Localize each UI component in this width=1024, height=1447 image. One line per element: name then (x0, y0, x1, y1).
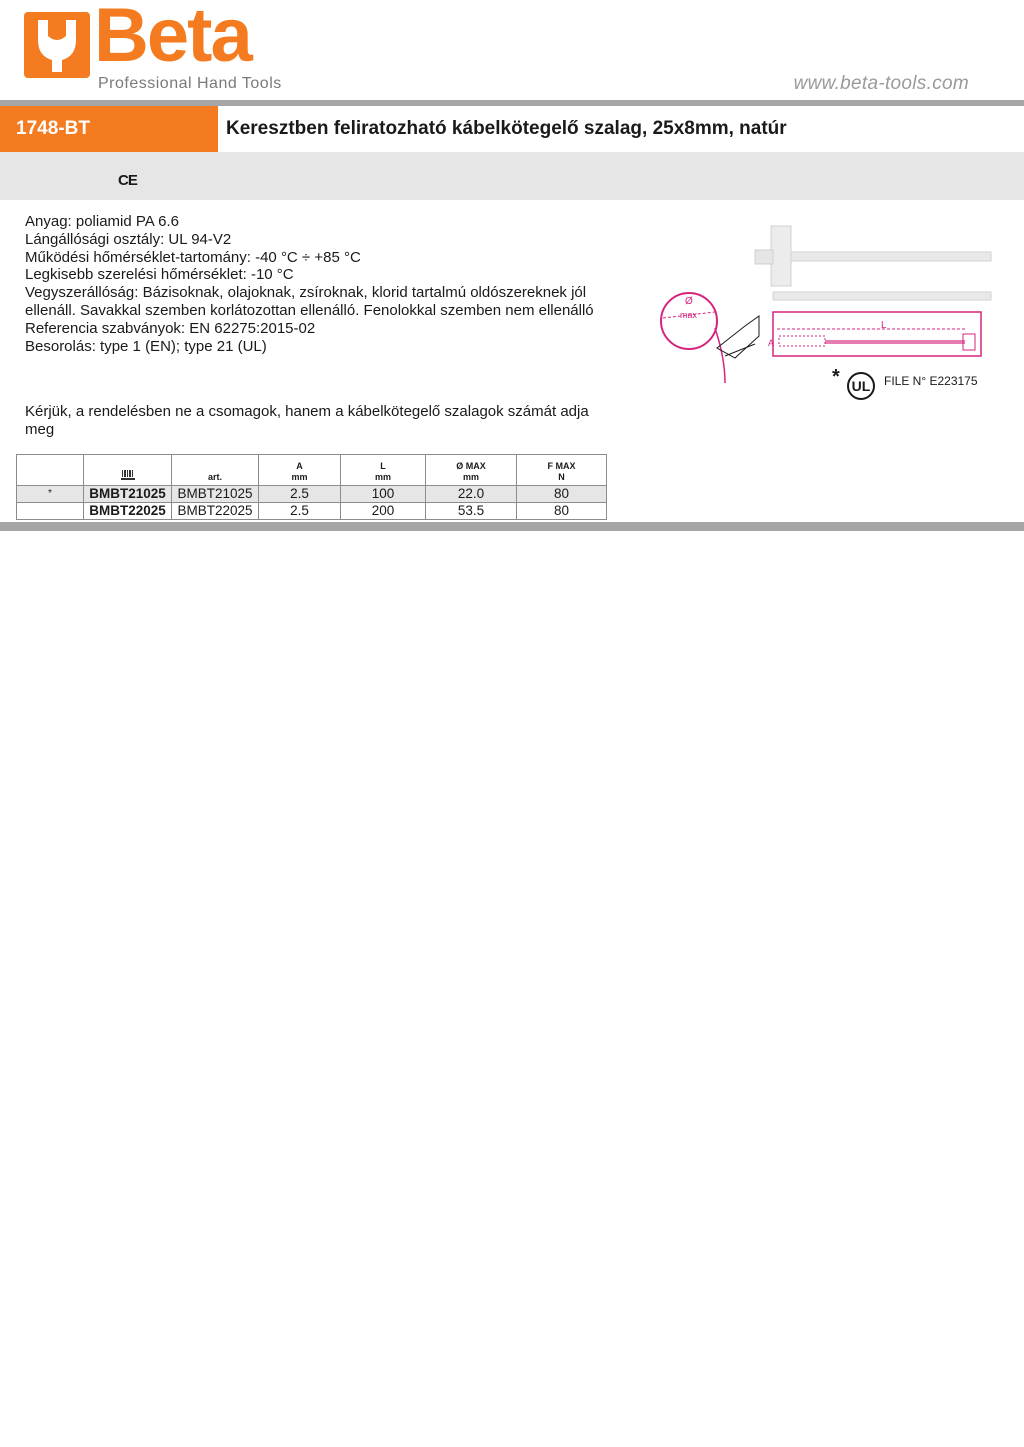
product-table (16, 454, 607, 520)
spec-flammability: Lángállósági osztály: UL 94-V2 (25, 230, 232, 248)
row-art: BMBT22025 (172, 503, 259, 520)
spec-list (25, 213, 605, 355)
header-l (341, 455, 426, 486)
ul-certification (832, 366, 992, 406)
header-dmax-label: Ø MAX (456, 461, 486, 471)
beta-logo (24, 0, 294, 96)
spec-install-temp: Legkisebb szerelési hőmérséklet: -10 °C (25, 266, 294, 284)
header-art (172, 455, 259, 486)
table-row[interactable] (17, 503, 607, 520)
header-fmax-unit: N (558, 472, 565, 482)
row-code[interactable]: BMBT22025 (84, 503, 172, 520)
spec-standards: Referencia szabványok: EN 62275:2015-02 (25, 319, 316, 337)
spec-classification: Besorolás: type 1 (EN); type 21 (UL) (25, 337, 267, 355)
wrench-logo-icon (24, 12, 90, 78)
a-label: A (768, 338, 775, 348)
table-row[interactable] (17, 486, 607, 503)
ce-mark-icon: CE (118, 172, 137, 189)
brand-name: Beta (94, 0, 251, 78)
row-l: 100 (341, 486, 426, 503)
product-title: Keresztben feliratozható kábelkötegelő szalag, 25x8mm, natúr (226, 118, 787, 139)
row-a: 2.5 (259, 486, 341, 503)
row-dmax: 22.0 (426, 486, 517, 503)
header-art-label: art. (207, 472, 222, 482)
header-dmax (426, 455, 517, 486)
header-mark (17, 455, 84, 486)
row-fmax: 80 (517, 486, 607, 503)
spec-operating-temp: Működési hőmérséklet-tartomány: -40 °C ÷ +85 °C (25, 248, 361, 266)
product-code-box (0, 106, 218, 152)
header-dmax-unit: mm (462, 472, 479, 482)
order-note: Kérjük, a rendelésben ne a csomagok, hanem a kábelkötegelő szalagok számát adja meg (25, 403, 589, 438)
header-l-label: L (380, 461, 386, 471)
dia-symbol: Ø (685, 296, 693, 307)
certification-band (0, 152, 1024, 200)
brand-tagline: Professional Hand Tools (98, 75, 282, 92)
dimension-drawing (768, 312, 981, 356)
ul-logo-icon: UL (847, 372, 875, 400)
row-art: BMBT21025 (172, 486, 259, 503)
row-fmax: 80 (517, 503, 607, 520)
row-l: 200 (341, 503, 426, 520)
barcode-icon (121, 470, 135, 480)
length-label: L (881, 320, 887, 331)
table-header-row (17, 455, 607, 486)
row-mark: * (17, 486, 84, 503)
header-a-label: A (296, 461, 303, 471)
spec-material: Anyag: poliamid PA 6.6 (25, 213, 179, 230)
header-fmax (517, 455, 607, 486)
ul-star-mark: * (832, 366, 840, 388)
page-header (0, 0, 1024, 100)
spec-chemical-resistance: Vegyszerállóság: Bázisoknak, olajoknak, zsíroknak, klorid tartalmú oldószereknek jól ellenáll. Savakkal szemben korlátozottan ellenálló. Fenolokkal szemben nem ellenálló (25, 284, 594, 319)
footer-divider (0, 522, 1024, 531)
product-code: 1748-BT (16, 118, 90, 139)
header-code (84, 455, 172, 486)
dia-label: max (680, 310, 698, 320)
website-url[interactable]: www.beta-tools.com (793, 73, 969, 94)
row-a: 2.5 (259, 503, 341, 520)
cable-tie-photo (755, 226, 991, 300)
header-a-unit: mm (291, 472, 308, 482)
header-a (259, 455, 341, 486)
row-code[interactable]: BMBT21025 (84, 486, 172, 503)
row-mark (17, 503, 84, 520)
header-fmax-label: F MAX (547, 461, 576, 471)
header-l-unit: mm (374, 472, 391, 482)
row-dmax: 53.5 (426, 503, 517, 520)
bundle-diameter-diagram (661, 293, 759, 383)
ul-file-number: FILE N° E223175 (884, 374, 978, 388)
